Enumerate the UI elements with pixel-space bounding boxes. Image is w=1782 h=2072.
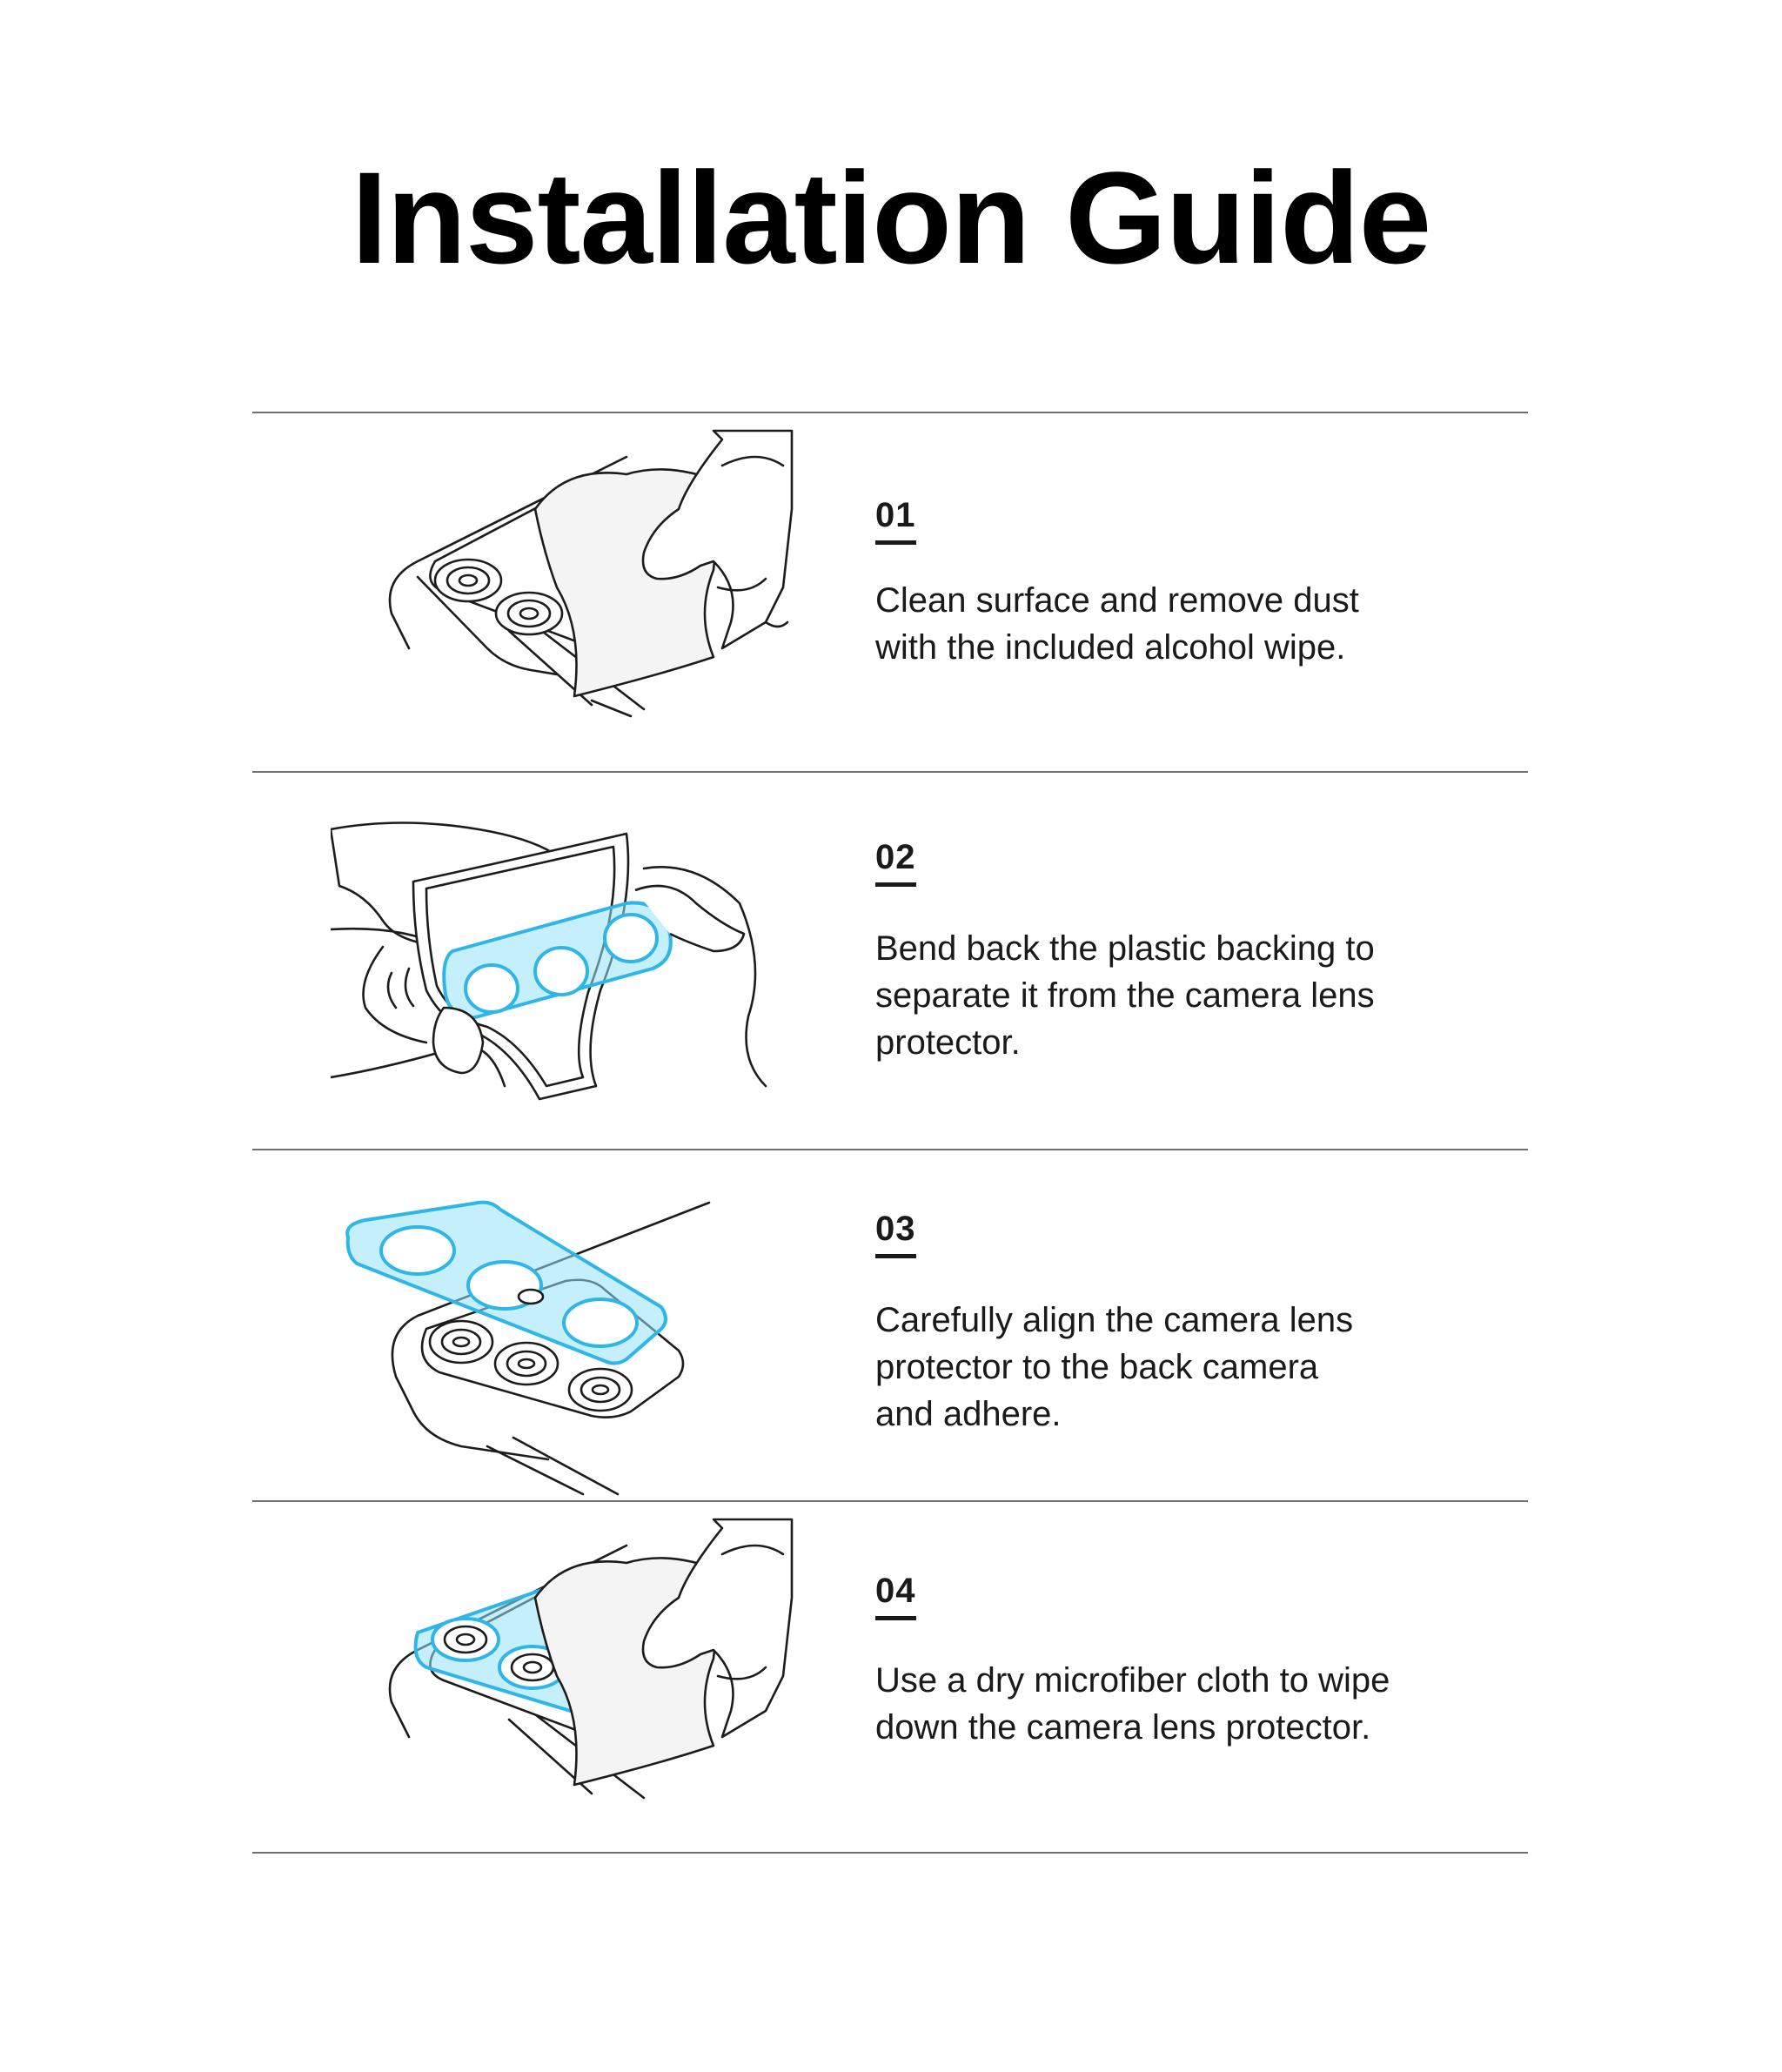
step-number: 03 [875, 1210, 916, 1258]
step-number: 02 [875, 838, 916, 887]
step-description: Use a dry microfiber cloth to wipe down the camera lens protector. [875, 1661, 1390, 1747]
step-number: 04 [875, 1572, 916, 1620]
step-1 [252, 413, 1528, 770]
step-description: Bend back the plastic backing to separate it from the camera lens protector. [875, 929, 1375, 1062]
step-description: Clean surface and remove dust with the included alcohol wipe. [875, 581, 1359, 667]
step-3 [252, 1150, 1528, 1499]
step-4 [252, 1502, 1528, 1850]
step-2 [252, 773, 1528, 1147]
divider [252, 1852, 1528, 1854]
page-title: Installation Guide [351, 144, 1431, 291]
step-number: 01 [875, 496, 916, 545]
step-description: Carefully align the camera lens protector to the back camera and adhere. [875, 1301, 1354, 1433]
